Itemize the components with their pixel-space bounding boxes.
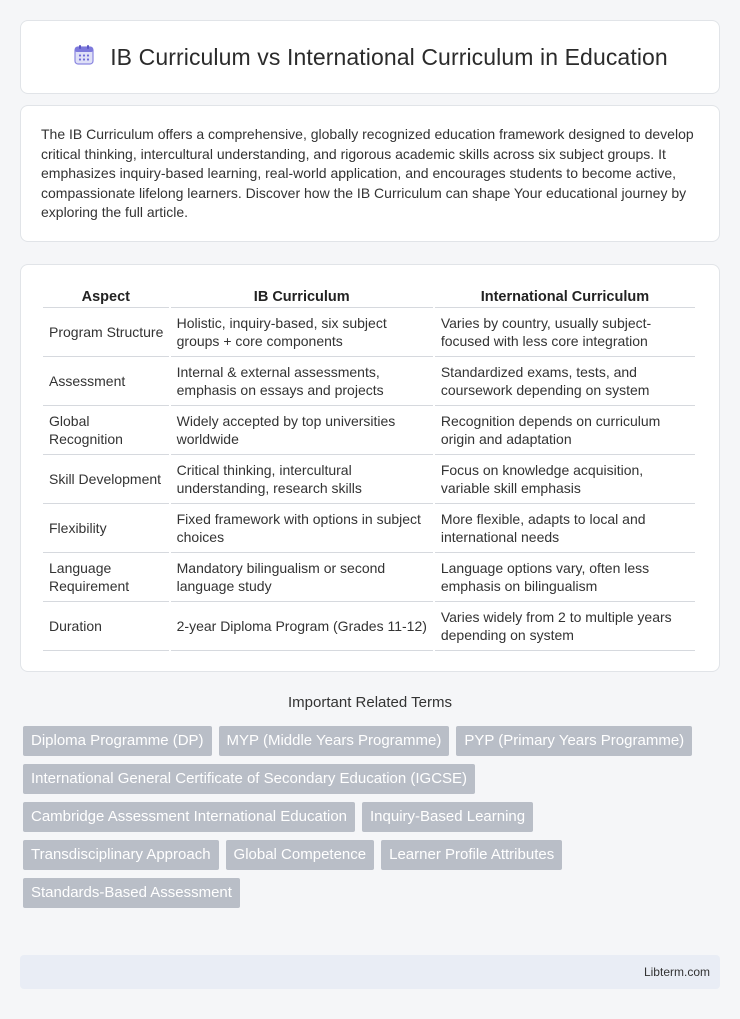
table-cell: Program Structure: [43, 308, 169, 357]
intro-text: The IB Curriculum offers a comprehensive, globally recognized education framework designed to develop critical thinking, intercultural understanding, and rigorous academic skills across six subject groups. It emphasizes inquiry-based learning, real-world application, and encourages students to become active, compassionate lifelong learners. Discover how the IB Curriculum can shape Your educational journey by exploring the full article.: [41, 126, 694, 221]
table-cell: Holistic, inquiry-based, six subject groups + core components: [171, 308, 433, 357]
table-cell: Fixed framework with options in subject choices: [171, 504, 433, 553]
table-cell: 2-year Diploma Program (Grades 11-12): [171, 602, 433, 651]
table-cell: Language Requirement: [43, 553, 169, 602]
table-cell: Global Recognition: [43, 406, 169, 455]
related-term-tag[interactable]: MYP (Middle Years Programme): [219, 726, 450, 756]
comparison-table-card: [20, 264, 720, 672]
title-wrap: [72, 43, 668, 72]
calendar-icon: [72, 43, 96, 72]
table-row: [43, 308, 695, 357]
table-cell: Skill Development: [43, 455, 169, 504]
header-international-curriculum: International Curriculum: [435, 286, 695, 308]
related-term-tag[interactable]: Diploma Programme (DP): [23, 726, 212, 756]
table-cell: Internal & external assessments, emphasis on essays and projects: [171, 357, 433, 406]
table-cell: Varies widely from 2 to multiple years depending on system: [435, 602, 695, 651]
table-row: [43, 357, 695, 406]
header-aspect: Aspect: [43, 286, 169, 308]
related-term-tag[interactable]: International General Certificate of Secondary Education (IGCSE): [23, 764, 475, 794]
table-row: [43, 602, 695, 651]
table-header-row: [43, 286, 695, 308]
footer: [20, 955, 720, 989]
table-cell: Critical thinking, intercultural understanding, research skills: [171, 455, 433, 504]
table-row: [43, 504, 695, 553]
table-row: [43, 553, 695, 602]
table-row: [43, 455, 695, 504]
table-cell: Standardized exams, tests, and coursework depending on system: [435, 357, 695, 406]
related-term-tag[interactable]: Global Competence: [226, 840, 375, 870]
table-cell: Assessment: [43, 357, 169, 406]
related-terms-list: [23, 726, 703, 908]
table-cell: Varies by country, usually subject-focused with less core integration: [435, 308, 695, 357]
related-term-tag[interactable]: Standards-Based Assessment: [23, 878, 240, 908]
intro-card: [20, 105, 720, 242]
table-cell: Recognition depends on curriculum origin and adaptation: [435, 406, 695, 455]
table-cell: Focus on knowledge acquisition, variable skill emphasis: [435, 455, 695, 504]
table-cell: More flexible, adapts to local and international needs: [435, 504, 695, 553]
table-cell: Flexibility: [43, 504, 169, 553]
related-term-tag[interactable]: Inquiry-Based Learning: [362, 802, 533, 832]
table-cell: Mandatory bilingualism or second language study: [171, 553, 433, 602]
table-cell: Language options vary, often less emphasis on bilingualism: [435, 553, 695, 602]
related-term-tag[interactable]: Transdisciplinary Approach: [23, 840, 219, 870]
comparison-table: [41, 286, 697, 651]
related-term-tag[interactable]: Cambridge Assessment International Education: [23, 802, 355, 832]
related-term-tag[interactable]: PYP (Primary Years Programme): [456, 726, 692, 756]
table-row: [43, 406, 695, 455]
page-title: IB Curriculum vs International Curriculum in Education: [110, 43, 668, 70]
table-cell: Widely accepted by top universities worldwide: [171, 406, 433, 455]
related-terms-title: Important Related Terms: [288, 694, 452, 711]
header-card: [20, 20, 720, 94]
footer-site-link[interactable]: Libterm.com: [643, 965, 710, 979]
table-cell: Duration: [43, 602, 169, 651]
related-term-tag[interactable]: Learner Profile Attributes: [381, 840, 562, 870]
header-ib-curriculum: IB Curriculum: [171, 286, 433, 308]
